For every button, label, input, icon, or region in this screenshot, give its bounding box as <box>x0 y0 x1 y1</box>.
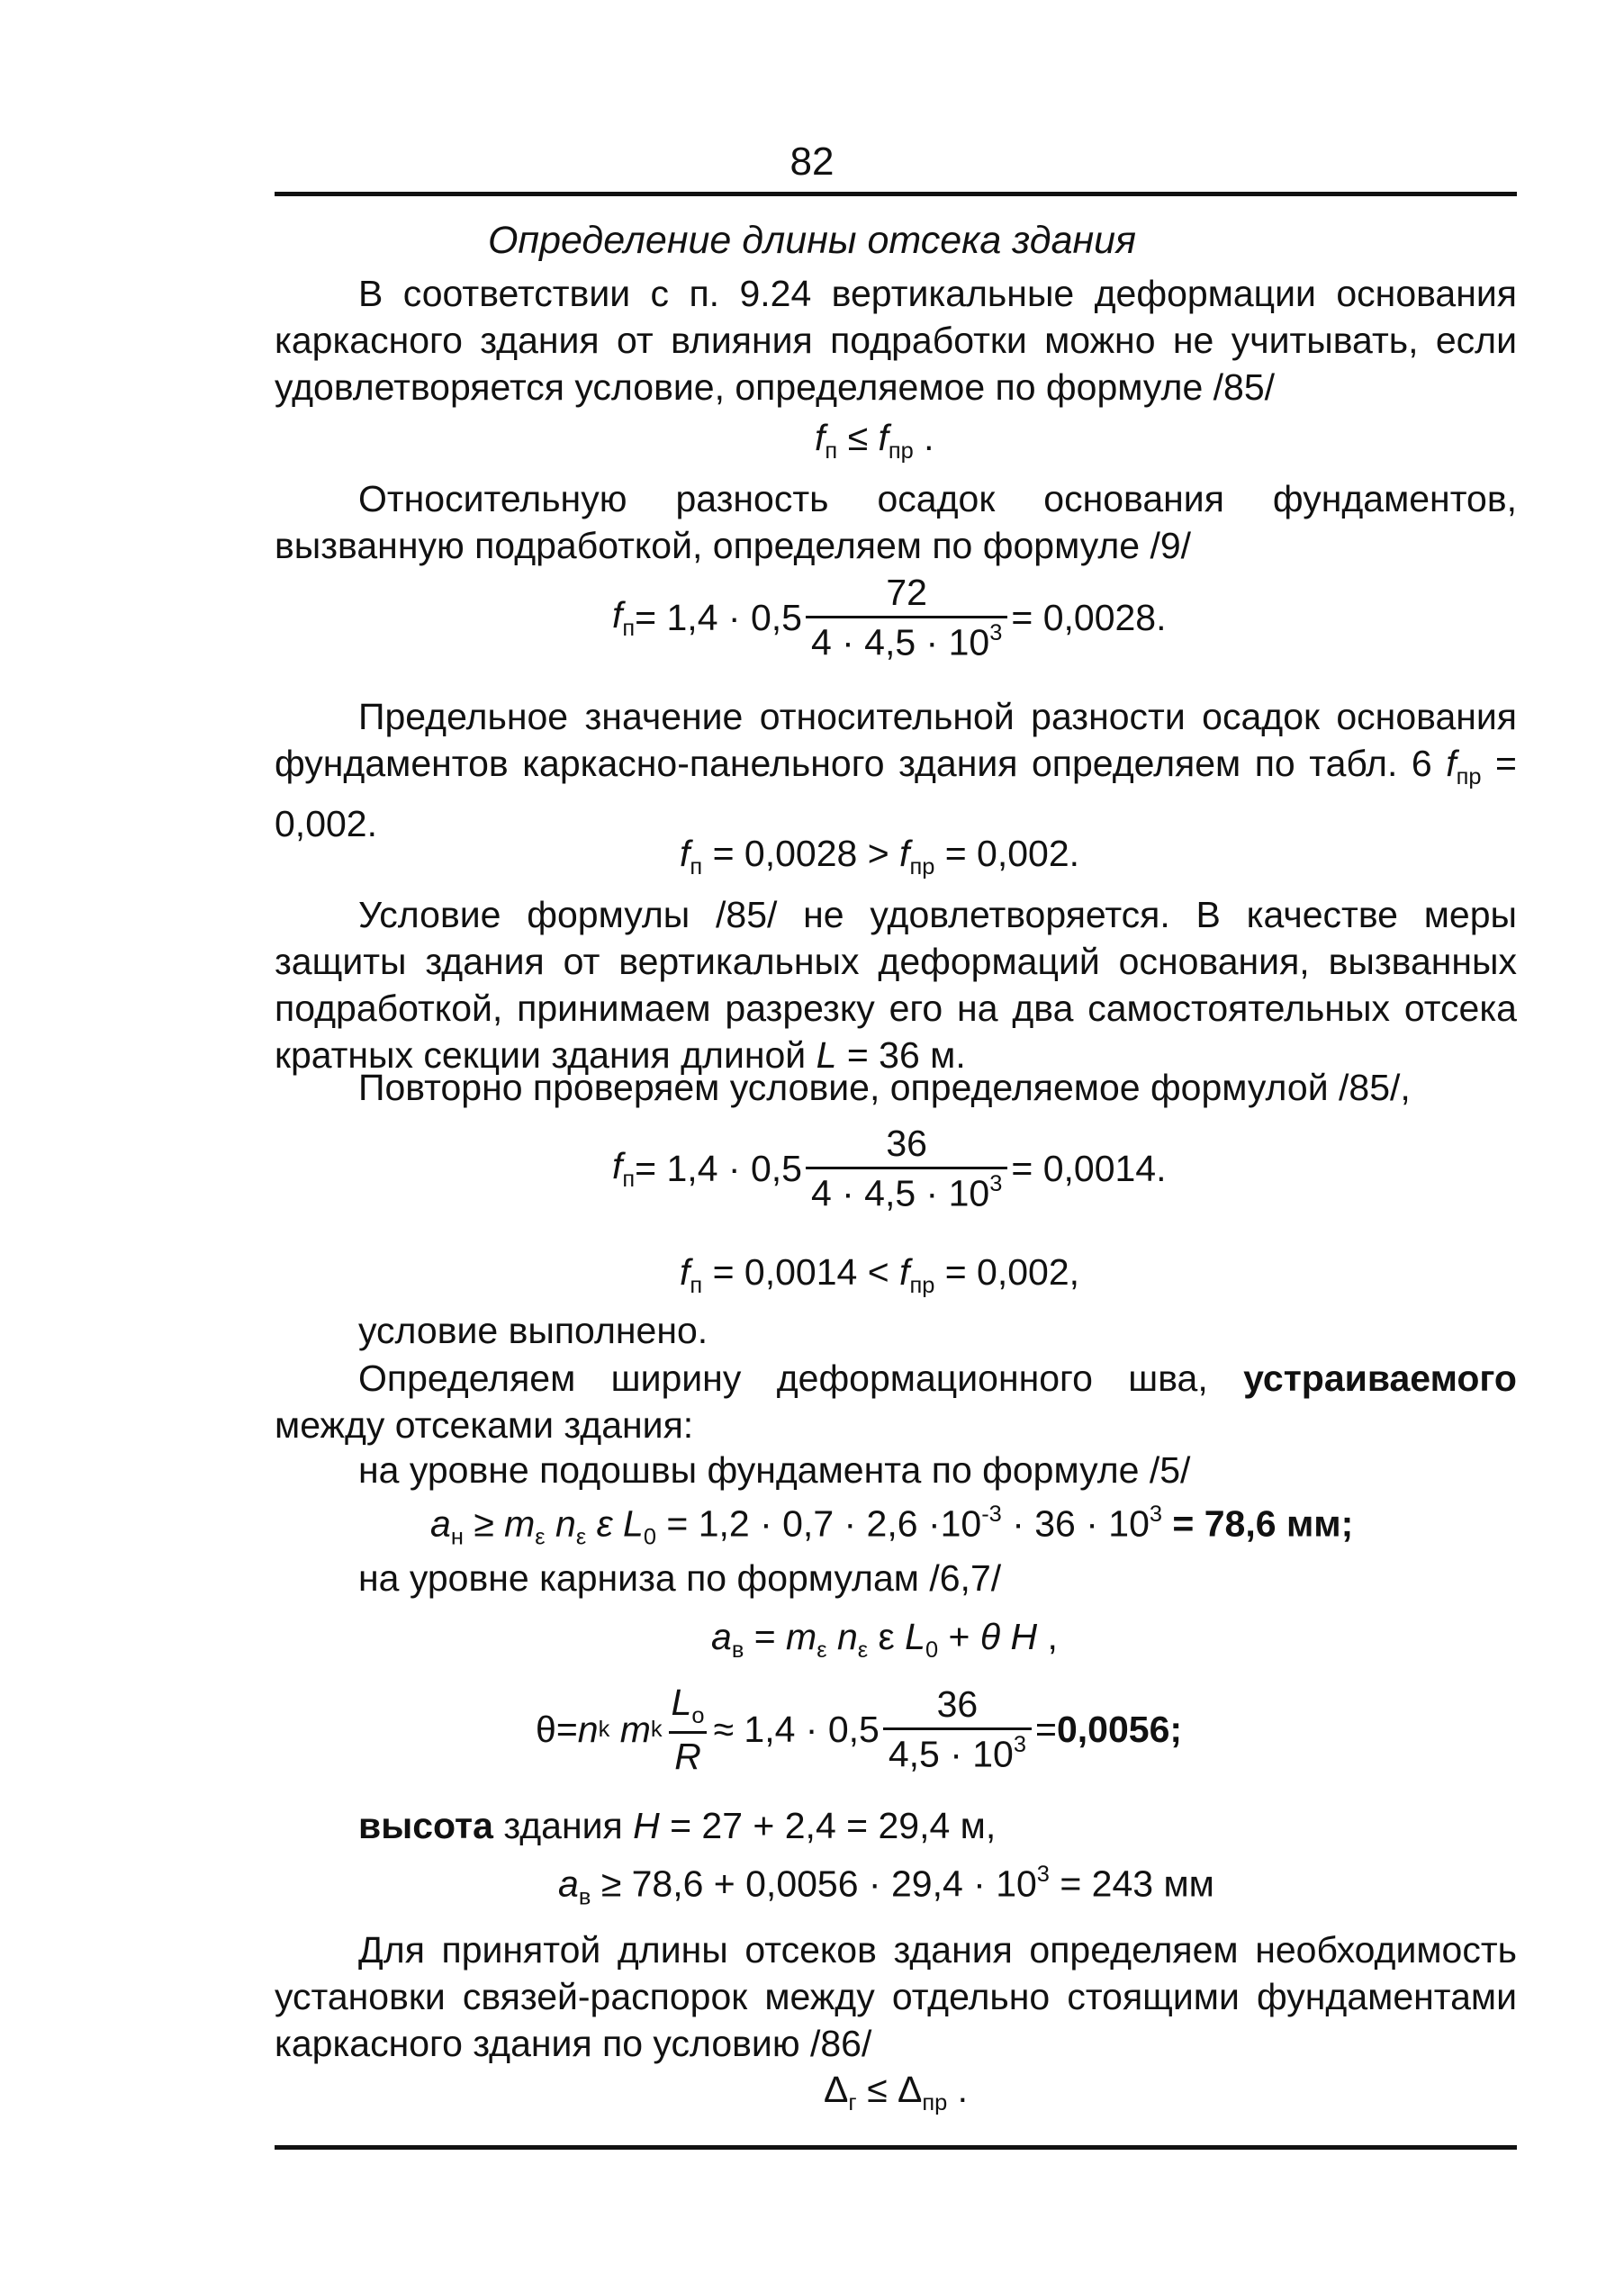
formula-6: $a_в = m_\varepsilon$ $n_\varepsilon$ ε $L_0 + \theta$ H , <box>711 1616 1058 1663</box>
paragraph-3-text: Предельное значение относительной разности осадок основания фундаментов каркасно-панельного здания определяем по табл. 6 <box>275 696 1517 784</box>
formula-calc-1: $f_п$ = 1,4 · 0,5 $\frac{72}{4 \cdot 4,5 \cdot 10^3}$ = 0,0028. <box>612 572 1167 663</box>
paragraph-2-text: Относительную разность осадок основания фундаментов, вызванную подработкой, определяем по формуле /9/ <box>275 478 1517 566</box>
formula-86: $\Delta_г \le \Delta_{пр}$ . <box>824 2069 969 2115</box>
paragraph-1 <box>275 270 1517 410</box>
paragraph-8: на уровне подошвы фундамента по формуле /5/ <box>358 1449 1191 1491</box>
bottom-rule <box>275 2145 1517 2150</box>
building-height-line: высота здания H = 27 + 2,4 = 29,4 м, <box>358 1805 997 1846</box>
formula-5: $a_н \ge m_\varepsilon$ $n_\varepsilon$ ε $L_0 = 1,2 \cdot 0,7 \cdot 2,6 \cdot 10^{-3} \cdot 36 \cdot 10^3 = 78,6$ мм; <box>430 1502 1354 1550</box>
paragraph-4-text: Условие формулы /85/ не удовлетворяется. В качестве меры защиты здания от вертикальных деформаций основания, вызванных подработкой, принимаем разрезку его на два самостоятельных отсека кратных секции здания длиной <box>275 894 1517 1076</box>
formula-85: $f_п \le f_{пр}$ . <box>815 417 934 464</box>
section-heading: Определение длины отсека здания <box>487 219 1137 262</box>
paragraph-3: Предельное значение относительной разности осадок основания фундаментов каркасно-панельного здания определяем по табл. 6 $f_{пр} = 0,002$. <box>275 696 1517 844</box>
paragraph-11-text: Для принятой длины отсеков здания определяем необходимость установки связей-распорок между отдельно стоящими фундаментами каркасного здания по условию /86/ <box>275 1929 1517 2064</box>
comparison-1: $f_п = 0,0028 > f_{пр} = 0,002$. <box>680 833 1080 879</box>
comparison-2: $f_п = 0,0014 < f_{пр} = 0,002$, <box>680 1251 1080 1298</box>
formula-8: $a_в \ge 78,6 + 0,0056 \cdot 29,4 \cdot 10^3 = 243$ мм <box>558 1862 1214 1910</box>
paragraph-9: на уровне карниза по формулам /6,7/ <box>358 1557 1002 1599</box>
top-rule <box>275 192 1517 196</box>
paragraph-2 <box>275 475 1517 569</box>
condition-met-text: условие выполнено. <box>358 1310 708 1351</box>
page-number: 82 <box>789 140 835 184</box>
formula-7: θ = n k m k $\frac{L_о}{R}$ ≈ 1,4 · 0,5 $\frac{36}{4,5 \cdot 10^3}$ = 0,0056 ; <box>536 1682 1183 1777</box>
paragraph-4: Условие формулы /85/ не удовлетворяется. В качестве меры защиты здания от вертикальных деформаций основания, вызванных подработкой, принимаем разрезку его на два самостоятельных отсека кратных секции здания длиной L = 36 м. <box>275 894 1517 1076</box>
paragraph-5 <box>275 1064 1517 1111</box>
paragraph-7: Определяем ширину деформационного шва, устраиваемого между отсеками здания: <box>275 1357 1517 1446</box>
paragraph-1-text: В соответствии с п. 9.24 вертикальные деформации основания каркасного здания от влияния подработки можно не учитывать, если удовлетворяется условие, определяемое по формуле /85/ <box>275 273 1517 408</box>
formula-calc-2: $f_п$ = 1,4 · 0,5 $\frac{36}{4 \cdot 4,5 \cdot 10^3}$ = 0,0014. <box>612 1123 1167 1214</box>
paragraph-5-text: Повторно проверяем условие, определяемое формулой /85/, <box>358 1067 1411 1108</box>
paragraph-11 <box>275 1926 1517 2067</box>
